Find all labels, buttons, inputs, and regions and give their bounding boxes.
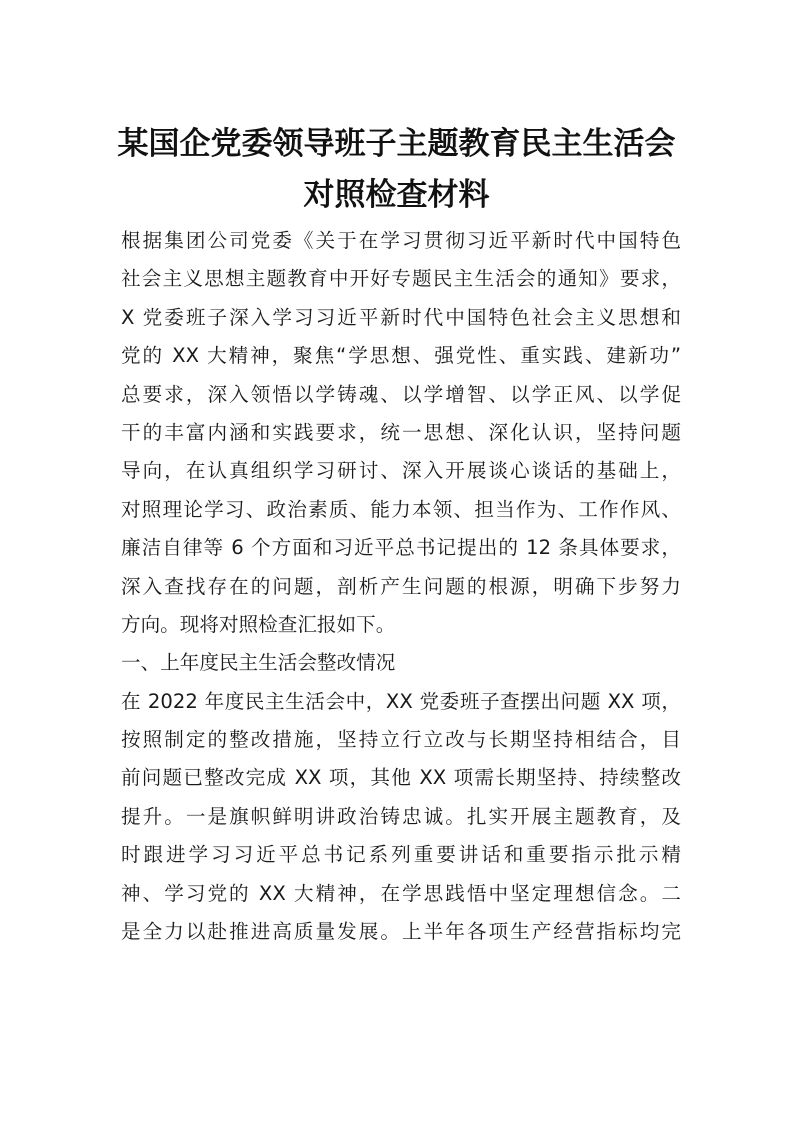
paragraph-line: 深入查找存在的问题，剖析产生问题的根源，明确下步努力 xyxy=(121,574,681,598)
document-title xyxy=(0,119,793,221)
paragraph-line: 党的 XX 大精神，聚焦“学思想、强党性、重实践、建新功” xyxy=(121,344,681,368)
section-heading: 一、上年度民主生活会整改情况 xyxy=(121,651,396,675)
document-body xyxy=(121,222,681,951)
title-line-2: 对照检查材料 xyxy=(303,177,490,213)
paragraph-line: 方向。现将对照检查汇报如下。 xyxy=(121,612,396,636)
paragraph-line: 在 2022 年度民主生活会中，XX 党委班子查摆出问题 XX 项， xyxy=(121,689,681,713)
paragraph-line: 导向，在认真组织学习研讨、深入开展谈心谈话的基础上， xyxy=(121,459,681,483)
paragraph-line: 根据集团公司党委《关于在学习贯彻习近平新时代中国特色 xyxy=(121,229,681,252)
paragraph-line: 社会主义思想主题教育中开好专题民主生活会的通知》要求， xyxy=(121,267,681,291)
title-line-1: 某国企党委领导班子主题教育民主生活会 xyxy=(117,126,676,162)
section1-paragraph xyxy=(121,683,681,952)
paragraph-line: 提升。一是旗帜鲜明讲政治铸忠诚。扎实开展主题教育，及 xyxy=(121,804,681,828)
paragraph-line: 神、学习党的 XX 大精神，在学思践悟中坚定理想信念。二 xyxy=(121,881,681,905)
paragraph-line: 干的丰富内涵和实践要求，统一思想、深化认识，坚持问题 xyxy=(121,420,681,444)
paragraph-line: 对照理论学习、政治素质、能力本领、担当作为、工作作风、 xyxy=(121,497,681,521)
intro-paragraph xyxy=(121,222,681,644)
paragraph-line: 廉洁自律等 6 个方面和习近平总书记提出的 12 条具体要求， xyxy=(121,536,681,560)
paragraph-line: X 党委班子深入学习习近平新时代中国特色社会主义思想和 xyxy=(121,305,681,329)
paragraph-line: 是全力以赴推进高质量发展。上半年各项生产经营指标均完 xyxy=(121,920,681,944)
paragraph-line: 前问题已整改完成 XX 项，其他 XX 项需长期坚持、持续整改 xyxy=(121,766,681,790)
paragraph-line: 按照制定的整改措施，坚持立行立改与长期坚持相结合，目 xyxy=(121,728,681,752)
paragraph-line: 时跟进学习习近平总书记系列重要讲话和重要指示批示精 xyxy=(121,843,681,867)
paragraph-line: 总要求，深入领悟以学铸魂、以学增智、以学正风、以学促 xyxy=(121,382,681,406)
